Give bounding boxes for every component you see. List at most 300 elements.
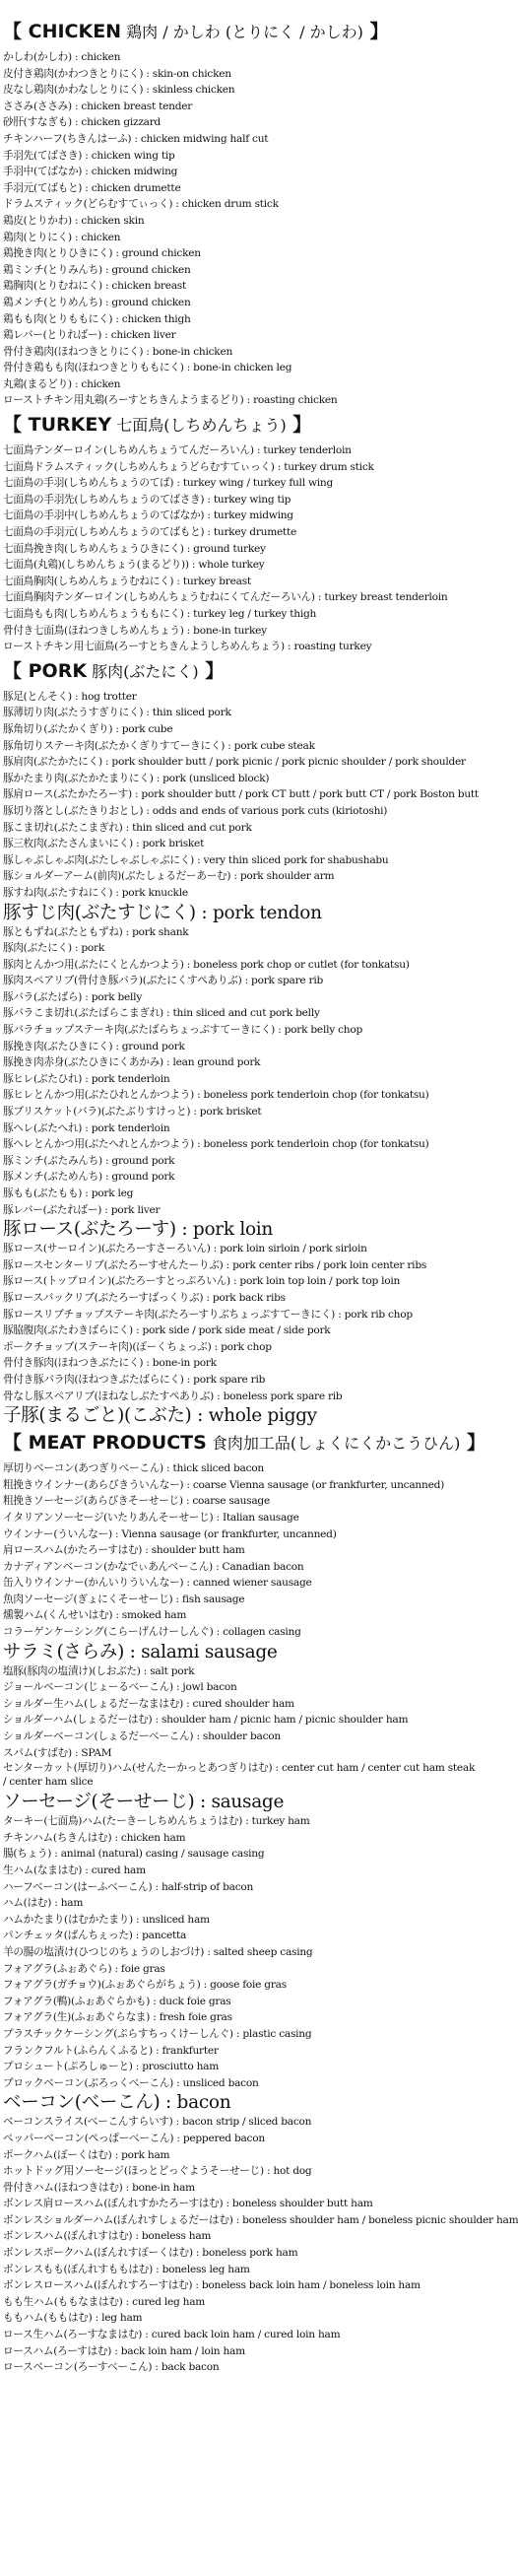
term-separator: : bbox=[213, 1511, 223, 1524]
glossary-entry bbox=[3, 1169, 480, 1186]
glossary-entry bbox=[3, 1542, 480, 1559]
term-en: shoulder butt ham bbox=[151, 1544, 245, 1557]
glossary-entry bbox=[3, 557, 480, 574]
term-jp: 豚すじ肉(ぶたすじにく) bbox=[3, 902, 196, 923]
term-jp: ターキー(七面鳥)ハム(たーきーしちめんちょうはむ) bbox=[3, 1815, 243, 1828]
term-en: ham bbox=[60, 1897, 84, 1910]
term-en: thin sliced and cut pork belly bbox=[172, 1007, 320, 1020]
term-jp: チキンハーフ(ちきんはーふ) bbox=[3, 132, 132, 145]
glossary-entry bbox=[3, 1830, 480, 1847]
term-jp: 七面鳥(丸鶏)(しちめんちょう(まるどり)) bbox=[3, 559, 189, 572]
glossary-entry bbox=[3, 508, 480, 524]
glossary-entry bbox=[3, 771, 480, 787]
term-separator: : bbox=[71, 1746, 82, 1759]
glossary-entry bbox=[3, 164, 480, 180]
glossary-entry bbox=[3, 1071, 480, 1088]
glossary-entry bbox=[3, 2163, 480, 2180]
term-en: ground chicken bbox=[121, 247, 201, 260]
term-separator: : bbox=[112, 247, 122, 260]
term-jp: 皮付き鶏肉(かわつきとりにく) bbox=[3, 67, 144, 80]
term-en: bone-in turkey bbox=[193, 624, 267, 637]
glossary-entry bbox=[3, 82, 480, 99]
term-jp: チキンハム(ちきんはむ) bbox=[3, 1831, 112, 1844]
glossary-entry bbox=[3, 1202, 480, 1219]
glossary-entry bbox=[3, 66, 480, 83]
term-jp: 厚切りベーコン(あつぎりべーこん) bbox=[3, 1462, 163, 1475]
term-en: back loin ham / loin ham bbox=[120, 2344, 245, 2357]
glossary-entry bbox=[3, 574, 480, 590]
glossary-entry bbox=[3, 1087, 480, 1104]
glossary-entry bbox=[3, 1575, 480, 1592]
header-bracket-close: 】 bbox=[362, 21, 389, 42]
term-en: bone-in ham bbox=[132, 2181, 195, 2194]
glossary-entry bbox=[3, 820, 480, 837]
term-separator: : bbox=[153, 2263, 162, 2275]
term-separator: : bbox=[150, 2011, 160, 2024]
term-en: fish sausage bbox=[181, 1593, 245, 1605]
glossary-entry bbox=[3, 1241, 480, 1257]
term-jp: コラーゲンケーシング(こらーげんけーしんぐ) bbox=[3, 1626, 214, 1639]
term-en: skin-on chicken bbox=[152, 67, 231, 80]
term-jp: 七面鳥の手羽中(しちめんちょうのてばなか) bbox=[3, 509, 205, 522]
glossary-entry bbox=[3, 1879, 480, 1896]
term-en: half-strip of bacon bbox=[161, 1880, 254, 1893]
glossary-entry bbox=[3, 2196, 480, 2212]
glossary-entry bbox=[3, 705, 480, 721]
term-separator: : bbox=[101, 263, 112, 276]
term-en: whole piggy bbox=[208, 1405, 317, 1427]
term-jp: ももハム(ももはむ) bbox=[3, 2312, 93, 2325]
glossary-entry bbox=[3, 885, 480, 902]
term-jp: ポークハム(ぽーくはむ) bbox=[3, 2148, 112, 2161]
term-en: pork loin sirloin / pork sirloin bbox=[220, 1243, 367, 1255]
term-separator: : bbox=[275, 1024, 285, 1037]
glossary-entry bbox=[3, 114, 480, 131]
glossary-entry bbox=[3, 1813, 480, 1830]
glossary-entry bbox=[3, 459, 480, 476]
term-en: coarse sausage bbox=[192, 1495, 270, 1508]
term-separator: : bbox=[152, 2361, 162, 2374]
term-en: turkey drumette bbox=[213, 526, 297, 539]
term-jp: 骨付き鶏肉(ほねつきとりにく) bbox=[3, 345, 144, 358]
term-en: pork cube bbox=[121, 722, 173, 735]
term-en: pork loin bbox=[192, 1219, 274, 1241]
term-en: ground chicken bbox=[111, 263, 191, 276]
term-jp: 七面鳥の手羽元(しちめんちょうのてばもと) bbox=[3, 526, 205, 539]
term-separator: : bbox=[223, 2198, 232, 2210]
term-en: cured shoulder ham bbox=[192, 1697, 294, 1710]
term-en: bone-in pork bbox=[152, 1357, 217, 1370]
glossary-entry bbox=[3, 2059, 480, 2075]
term-separator: : bbox=[111, 1962, 121, 1975]
term-separator: : bbox=[111, 2344, 121, 2357]
term-jp: 手羽先(てばさき) bbox=[3, 149, 83, 162]
term-separator: : bbox=[193, 1138, 204, 1151]
term-separator: : bbox=[152, 1714, 162, 1727]
term-en: bacon bbox=[176, 2092, 231, 2114]
term-jp: もも生ハム(ももなまはむ) bbox=[3, 2295, 123, 2308]
term-en: sausage bbox=[211, 1792, 285, 1813]
term-separator: : bbox=[111, 1831, 121, 1844]
term-en: leg ham bbox=[101, 2312, 143, 2325]
glossary-entry bbox=[3, 230, 480, 246]
term-separator: : bbox=[172, 1681, 183, 1694]
term-jp: 塩豚(豚肉の塩漬け)(しおぶた) bbox=[3, 1664, 141, 1677]
term-en: chicken gizzard bbox=[81, 116, 162, 129]
glossary-entry bbox=[3, 2294, 480, 2311]
term-separator: : bbox=[143, 67, 153, 80]
term-en: pancetta bbox=[142, 1930, 187, 1942]
section-title-jp: 七面鳥(しちめんちょう) bbox=[111, 416, 287, 436]
term-en: pork shank bbox=[132, 925, 189, 938]
term-jp: ボンレスハム(ぼんれすはむ) bbox=[3, 2230, 133, 2243]
glossary-entry bbox=[3, 2114, 480, 2131]
term-en: bone-in chicken bbox=[152, 345, 233, 358]
term-separator: : bbox=[112, 886, 122, 899]
glossary-entry bbox=[3, 1679, 480, 1696]
term-separator: : bbox=[191, 1405, 209, 1427]
term-en: ground pork bbox=[121, 1040, 185, 1052]
term-separator: : bbox=[272, 1762, 282, 1775]
glossary-entry bbox=[3, 1928, 480, 1944]
glossary-entry bbox=[3, 1846, 480, 1863]
glossary-entry bbox=[3, 1186, 480, 1202]
term-en: chicken ham bbox=[120, 1831, 186, 1844]
term-jp: 燻製ハム(くんせいはむ) bbox=[3, 1609, 113, 1622]
glossary-entry bbox=[3, 1322, 480, 1339]
term-jp: 骨なし豚スペアリブ(ほねなしぶたすぺありぶ) bbox=[3, 1390, 215, 1402]
term-separator: : bbox=[140, 1664, 151, 1677]
glossary-entry bbox=[3, 148, 480, 165]
section-title-jp: 食肉加工品(しょくにくかこうひん) bbox=[206, 1434, 461, 1454]
glossary-entry bbox=[3, 1761, 480, 1791]
glossary-entry bbox=[3, 262, 480, 279]
term-en: jowl bacon bbox=[182, 1681, 237, 1694]
glossary-entry bbox=[3, 2026, 480, 2043]
term-en: chicken bbox=[81, 231, 121, 243]
term-en: boneless back loin ham / boneless loin ham bbox=[201, 2279, 421, 2292]
term-separator: : bbox=[111, 2148, 122, 2161]
term-jp: スパム(すぱむ) bbox=[3, 1746, 72, 1759]
term-en: boneless pork spare rib bbox=[223, 1390, 343, 1402]
term-jp: 豚角切り(ぶたかくぎり) bbox=[3, 722, 113, 735]
term-en: chicken drum stick bbox=[181, 198, 279, 211]
term-en: pork ham bbox=[121, 2148, 170, 2161]
term-jp: 豚切り落とし(ぶたきりおとし) bbox=[3, 804, 144, 817]
term-en: chicken skin bbox=[81, 214, 145, 227]
term-jp: ボンレスもも(ぼんれすももはむ) bbox=[3, 2263, 153, 2275]
term-en: bone-in chicken leg bbox=[193, 362, 292, 374]
header-bracket-close: 】 bbox=[198, 659, 225, 682]
term-en: roasting chicken bbox=[253, 394, 338, 407]
glossary-entry bbox=[3, 1729, 480, 1745]
term-jp: 豚ロースリブチョップステーキ肉(ぶたろーすりぶちょっぷすてーきにく) bbox=[3, 1308, 336, 1321]
term-en: pork rib chop bbox=[344, 1308, 413, 1321]
glossary-entry bbox=[3, 1477, 480, 1494]
term-jp: 鶏もも肉(とりももにく) bbox=[3, 312, 113, 325]
term-separator: : bbox=[194, 1792, 212, 1813]
term-jp: 缶入りウインナー(かんいりういんなー) bbox=[3, 1577, 184, 1590]
term-jp: ボンレス肩ロースハム(ぼんれすかたろーすはむ) bbox=[3, 2198, 224, 2210]
term-separator: : bbox=[192, 2279, 202, 2292]
term-en: pork (unsliced block) bbox=[162, 772, 270, 784]
term-jp: 豚薄切り肉(ぶたうすぎりにく) bbox=[3, 707, 144, 719]
glossary-entry bbox=[3, 721, 480, 738]
term-en: pork brisket bbox=[142, 838, 205, 850]
term-en: chicken bbox=[81, 377, 121, 390]
term-separator: : bbox=[132, 2230, 142, 2243]
glossary-entry bbox=[3, 1339, 480, 1356]
term-jp: 豚肩肉(ぶたかたにく) bbox=[3, 756, 102, 769]
term-jp: 手羽中(てばなか) bbox=[3, 166, 83, 178]
term-jp: 鶏胸肉(とりむねにく) bbox=[3, 280, 102, 293]
term-en: chicken breast bbox=[111, 280, 187, 293]
section-meat-products bbox=[3, 1432, 518, 2376]
glossary-entry bbox=[3, 803, 480, 820]
glossary-entry bbox=[3, 1791, 480, 1813]
term-jp: 七面鳥胸肉(しちめんちょうむねにく) bbox=[3, 575, 174, 587]
term-separator: : bbox=[101, 1203, 111, 1216]
term-en: hog trotter bbox=[81, 690, 137, 703]
term-separator: : bbox=[193, 1089, 204, 1102]
term-jp: ブロックベーコン(ぶろっくべーこん) bbox=[3, 2076, 174, 2089]
term-en: ground turkey bbox=[193, 542, 266, 555]
glossary-entry bbox=[3, 852, 480, 869]
term-en: pork belly chop bbox=[284, 1024, 362, 1037]
term-jp: 七面鳥の手羽先(しちめんちょうのてばさき) bbox=[3, 493, 205, 506]
term-jp: ジョールベーコン(じょーるべーこん) bbox=[3, 1681, 173, 1694]
glossary-entry bbox=[3, 2327, 480, 2343]
term-separator: : bbox=[183, 958, 194, 971]
section-chicken bbox=[3, 21, 480, 409]
glossary-entry bbox=[3, 1696, 480, 1713]
term-jp: ベーコン(べーこん) bbox=[3, 2092, 161, 2114]
term-separator: : bbox=[82, 1121, 92, 1134]
term-separator: : bbox=[82, 149, 92, 162]
term-jp: パンチェッタ(ぱんちぇった) bbox=[3, 1930, 133, 1942]
glossary-entry bbox=[3, 1039, 480, 1055]
term-en: turkey wing / turkey full wing bbox=[182, 477, 334, 490]
term-en: pork shoulder butt / pork CT butt / pork butt CT / pork Boston butt bbox=[141, 788, 479, 801]
term-separator: : bbox=[183, 1478, 193, 1491]
glossary-entry bbox=[3, 1273, 480, 1290]
glossary-entry bbox=[3, 196, 480, 213]
term-en: pork leg bbox=[91, 1187, 134, 1199]
glossary-entry bbox=[3, 1526, 480, 1543]
section-title-jp: 鶏肉 / かしわ (とりにく / かしわ) bbox=[121, 23, 363, 41]
term-separator: : bbox=[223, 1258, 233, 1271]
term-separator: : bbox=[101, 280, 112, 293]
term-en: turkey leg / turkey thigh bbox=[193, 608, 317, 620]
glossary-entry bbox=[3, 1745, 480, 1762]
term-en: skinless chicken bbox=[152, 84, 235, 97]
term-jp: ささみ(ささみ) bbox=[3, 100, 72, 112]
glossary-entry bbox=[3, 180, 480, 197]
term-jp: ドラムスティック(どらむすてぃっく) bbox=[3, 198, 173, 211]
term-jp: フォアグラ(鴨)(ふぉあぐらかも) bbox=[3, 1995, 151, 2007]
term-jp: フォアグラ(生)(ふぉあぐらなま) bbox=[3, 2011, 151, 2024]
term-en: odds and ends of various pork cuts (kiriotoshi) bbox=[152, 804, 388, 817]
term-en: hot dog bbox=[273, 2165, 312, 2178]
term-en: shoulder bacon bbox=[202, 1730, 281, 1743]
term-en: thick sliced bacon bbox=[172, 1462, 264, 1475]
term-separator: : bbox=[183, 362, 194, 374]
term-jp: ソーセージ(そーせーじ) bbox=[3, 1792, 195, 1813]
glossary-entry bbox=[3, 2262, 480, 2278]
term-separator: : bbox=[160, 2092, 177, 2114]
term-en: chicken bbox=[81, 51, 121, 63]
term-separator: : bbox=[101, 329, 111, 342]
term-separator: : bbox=[150, 1995, 160, 2007]
glossary-entry bbox=[3, 1895, 480, 1912]
glossary-entry bbox=[3, 245, 480, 262]
term-separator: : bbox=[190, 1106, 200, 1119]
term-separator: : bbox=[172, 2116, 183, 2129]
term-separator: : bbox=[132, 1930, 143, 1942]
glossary-entry bbox=[3, 989, 480, 1006]
glossary-entry bbox=[3, 754, 480, 771]
glossary-entry bbox=[3, 1136, 480, 1153]
term-jp: 豚肉(ぶたにく) bbox=[3, 942, 72, 955]
term-separator: : bbox=[212, 1560, 223, 1573]
term-jp: 豚挽き肉赤身(ぶたひきにくあかみ) bbox=[3, 1056, 163, 1069]
term-separator: : bbox=[71, 116, 82, 129]
term-jp: 豚ブリスケット(バラ)(ぶたぶりすけっと) bbox=[3, 1106, 191, 1119]
term-separator: : bbox=[152, 2044, 162, 2057]
term-jp: ローストチキン用七面鳥(ろーすとちきんようしちめんちょう) bbox=[3, 641, 285, 653]
term-en: ground chicken bbox=[111, 296, 191, 308]
term-en: pork tenderloin bbox=[91, 1121, 170, 1134]
term-en: Italian sausage bbox=[222, 1511, 299, 1524]
term-en: collagen casing bbox=[223, 1626, 301, 1639]
glossary-entry bbox=[3, 1912, 480, 1929]
term-separator: : bbox=[51, 1848, 61, 1861]
term-en: unsliced ham bbox=[142, 1913, 210, 1926]
glossary-entry bbox=[3, 442, 480, 459]
term-separator: : bbox=[263, 2165, 274, 2178]
term-separator: : bbox=[112, 312, 122, 325]
term-separator: : bbox=[101, 1154, 112, 1167]
section-header bbox=[3, 21, 480, 43]
term-jp: ホットドッグ用ソーセージ(ほっとどっぐようそーせーじ) bbox=[3, 2165, 264, 2178]
term-en: thin sliced pork bbox=[152, 707, 231, 719]
term-separator: : bbox=[143, 1357, 153, 1370]
term-en: turkey breast bbox=[182, 575, 251, 587]
glossary-entry bbox=[3, 376, 480, 393]
term-jp: 七面鳥の手羽(しちめんちょうのてば) bbox=[3, 477, 174, 490]
term-separator: : bbox=[142, 2329, 152, 2341]
glossary-entry bbox=[3, 1005, 480, 1022]
term-en: roasting turkey bbox=[293, 641, 372, 653]
term-separator: : bbox=[82, 181, 92, 194]
glossary-entry bbox=[3, 99, 480, 115]
term-separator: : bbox=[200, 1979, 211, 1992]
term-jp: ハーフベーコン(はーふべーこん) bbox=[3, 1880, 153, 1893]
term-jp: 七面鳥もも肉(しちめんちょうももにく) bbox=[3, 608, 184, 620]
glossary-entry bbox=[3, 623, 480, 640]
section-title-en: TURKEY bbox=[28, 414, 112, 437]
term-jp: 腸(ちょう) bbox=[3, 1848, 52, 1861]
term-separator: : bbox=[229, 1275, 240, 1288]
term-en: peppered bacon bbox=[182, 2132, 265, 2144]
glossary-entry bbox=[3, 924, 480, 941]
term-en: plastic casing bbox=[242, 2027, 312, 2040]
term-en: goose foie gras bbox=[210, 1979, 287, 1992]
glossary-entry bbox=[3, 589, 480, 606]
term-jp: ショルダー生ハム(しょるだーなまはむ) bbox=[3, 1697, 183, 1710]
glossary-entry bbox=[3, 278, 480, 295]
term-separator: : bbox=[51, 1897, 61, 1910]
glossary-entry bbox=[3, 327, 480, 344]
term-separator: : bbox=[204, 1945, 214, 1958]
term-separator: : bbox=[173, 2132, 183, 2144]
term-separator: : bbox=[132, 1324, 143, 1337]
term-separator: : bbox=[71, 942, 82, 955]
term-en: pork back ribs bbox=[212, 1291, 286, 1304]
term-separator: : bbox=[71, 51, 82, 63]
term-separator: : bbox=[173, 2076, 183, 2089]
term-jp: 魚肉ソーセージ(ぎょにくそーせーじ) bbox=[3, 1593, 173, 1605]
glossary-entry bbox=[3, 606, 480, 623]
header-bracket-close: 】 bbox=[460, 1432, 486, 1455]
term-jp: ウインナー(ういんなー) bbox=[3, 1527, 112, 1540]
term-en: ground pork bbox=[111, 1154, 175, 1167]
term-separator: : bbox=[122, 2295, 133, 2308]
term-en: Canadian bacon bbox=[222, 1560, 304, 1573]
term-separator: : bbox=[183, 1373, 194, 1386]
term-separator: : bbox=[82, 1072, 92, 1085]
term-separator: : bbox=[82, 990, 92, 1003]
glossary-entry bbox=[3, 1994, 480, 2010]
term-jp: 豚こま切れ(ぶたこまぎれ) bbox=[3, 821, 123, 834]
term-separator: : bbox=[82, 1187, 92, 1199]
term-en: frankfurter bbox=[162, 2044, 219, 2057]
term-jp: 鶏挽き肉(とりひきにく) bbox=[3, 247, 113, 260]
term-en: chicken drumette bbox=[91, 181, 181, 194]
glossary-entry bbox=[3, 902, 480, 924]
glossary-entry bbox=[3, 2075, 480, 2092]
term-separator: : bbox=[188, 559, 199, 572]
term-jp: 豚しゃぶしゃぶ肉(ぶたしゃぶしゃぶにく) bbox=[3, 853, 194, 866]
term-separator: : bbox=[173, 477, 183, 490]
term-en: pork side / pork side meat / side pork bbox=[142, 1324, 331, 1337]
glossary-entry bbox=[3, 49, 480, 66]
term-separator: : bbox=[284, 641, 294, 653]
term-en: chicken breast tender bbox=[81, 100, 193, 112]
term-jp: 子豚(まるごと)(こぶた) bbox=[3, 1405, 192, 1427]
term-jp: ボンレスロースハム(ぼんれすろーすはむ) bbox=[3, 2279, 193, 2292]
term-jp: 豚ヒレ(ぶたひれ) bbox=[3, 1072, 83, 1085]
glossary-entry bbox=[3, 1054, 480, 1071]
term-jp: サラミ(さらみ) bbox=[3, 1641, 125, 1662]
glossary-entry bbox=[3, 2310, 480, 2327]
glossary-entry bbox=[3, 213, 480, 230]
term-separator: : bbox=[314, 591, 325, 604]
term-en: lean ground pork bbox=[172, 1056, 261, 1069]
glossary-entry bbox=[3, 541, 480, 558]
term-separator: : bbox=[112, 1040, 122, 1052]
term-separator: : bbox=[183, 624, 194, 637]
term-jp: 豚ロースセンターリブ(ぶたろーすせんたーりぶ) bbox=[3, 1258, 224, 1271]
term-en: salted sheep casing bbox=[213, 1945, 313, 1958]
term-jp: フォアグラ(ガチョウ)(ふぉあぐらがちょう) bbox=[3, 1979, 201, 1992]
term-separator: : bbox=[131, 788, 142, 801]
term-jp: カナディアンベーコン(かなでぃあんべーこん) bbox=[3, 1560, 213, 1573]
term-en: unsliced bacon bbox=[182, 2076, 259, 2089]
term-en: chicken thigh bbox=[121, 312, 191, 325]
term-en: chicken midwing half cut bbox=[140, 132, 269, 145]
glossary-entry bbox=[3, 1607, 480, 1624]
